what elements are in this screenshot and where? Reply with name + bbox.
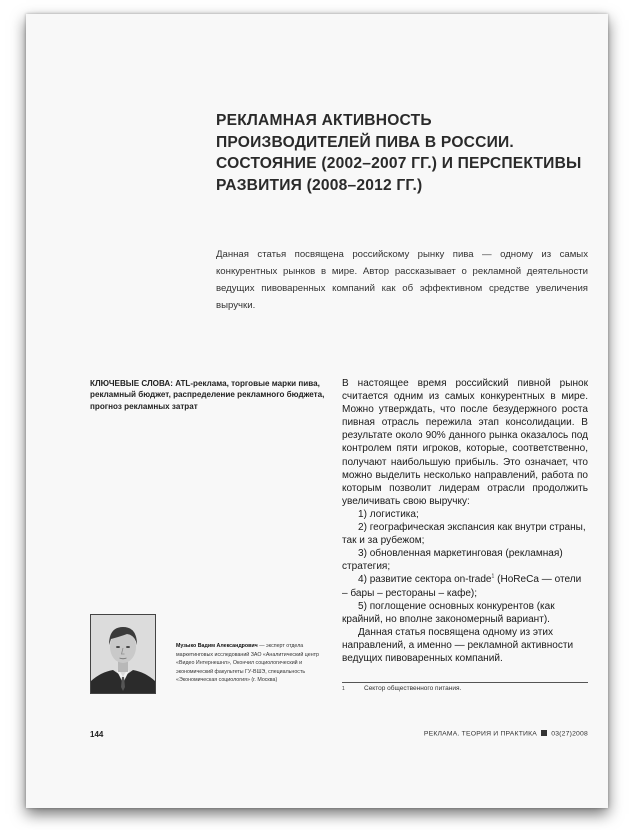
list-item <box>342 573 588 599</box>
footnote <box>342 684 588 694</box>
list-item-text: 4) развитие сектора on-trade <box>358 574 492 586</box>
journal-name: РЕКЛАМА. ТЕОРИЯ И ПРАКТИКА <box>423 730 538 738</box>
journal-footer <box>424 730 588 738</box>
list-item: 3) обновленная маркетинговая (рекламная) стратегия; <box>342 548 563 573</box>
list-item: 5) поглощение основных конкурентов (как крайний, но вполне закономерный вариант). <box>342 600 555 625</box>
author-photo <box>90 614 156 694</box>
list-item-text-rest: (HoReCa — отели – бары – рестораны – кафе); <box>342 574 582 599</box>
keywords: КЛЮЧЕВЫЕ СЛОВА: ATL-реклама, торговые марки пива, рекламный бюджет, распределение рекламного бюджета, прогноз рекламных затрат <box>90 379 325 411</box>
body-intro: В настоящее время российский пивной рынок считается одним из самых конкурентных в мире. Можно утверждать, что после безудержного роста пивная отрасль пережила этап консолидации. В результате около 90% данного рынка оказалось под контролем пяти игроков, которые, соответственно, получают наибольшую прибыль. Это означает, что можно выделить несколько направлений, работа по которым позволит лидерам отрасли продолжить увеличивать свою выручку: <box>342 378 588 507</box>
page-number: 144 <box>90 730 104 739</box>
author-name: Музыко Вадим Александрович <box>176 643 258 649</box>
square-bullet-icon <box>541 730 547 736</box>
article-title: РЕКЛАМНАЯ АКТИВНОСТЬ ПРОИЗВОДИТЕЛЕЙ ПИВА В РОССИИ. СОСТОЯНИЕ (2002–2007 ГГ.) И ПЕРСПЕКТИВЫ РАЗВИТИЯ (2008–2012 ГГ.) <box>216 112 582 194</box>
body-closing: Данная статья посвящена одному из этих направлений, а именно — рекламной активности ведущих пивоваренных компаний. <box>342 626 574 664</box>
footnote-reference[interactable]: 1 <box>491 574 495 581</box>
article-abstract: Данная статья посвящена российскому рынку пива — одному из самых конкурентных рынков в мире. Автор рассказывает о рекламной деятельности ведущих пивоваренных компаний как об эффективном средстве увеличения выручки. <box>216 249 588 311</box>
article-page <box>26 14 608 808</box>
footnote-divider <box>342 682 588 683</box>
list-item: 2) географическая экспансия как внутри страны, так и за рубежом; <box>342 522 586 547</box>
footnote-marker: 1 <box>342 686 345 692</box>
journal-issue: 03(27)2008 <box>551 730 588 738</box>
article-body <box>342 377 588 665</box>
author-portrait-image <box>91 615 155 693</box>
list-item: 1) логистика; <box>358 508 419 520</box>
author-description: — эксперт отдела маркетинговых исследований ЗАО «Аналитический центр «Видео Интернешнл», Окончил социологический и экономический факультеты ГУ-ВШЭ, специальность «Экономическая социология» (г. Москва) <box>176 643 319 684</box>
author-bio <box>176 642 331 685</box>
footnote-text: Сектор общественного питания. <box>364 685 462 692</box>
